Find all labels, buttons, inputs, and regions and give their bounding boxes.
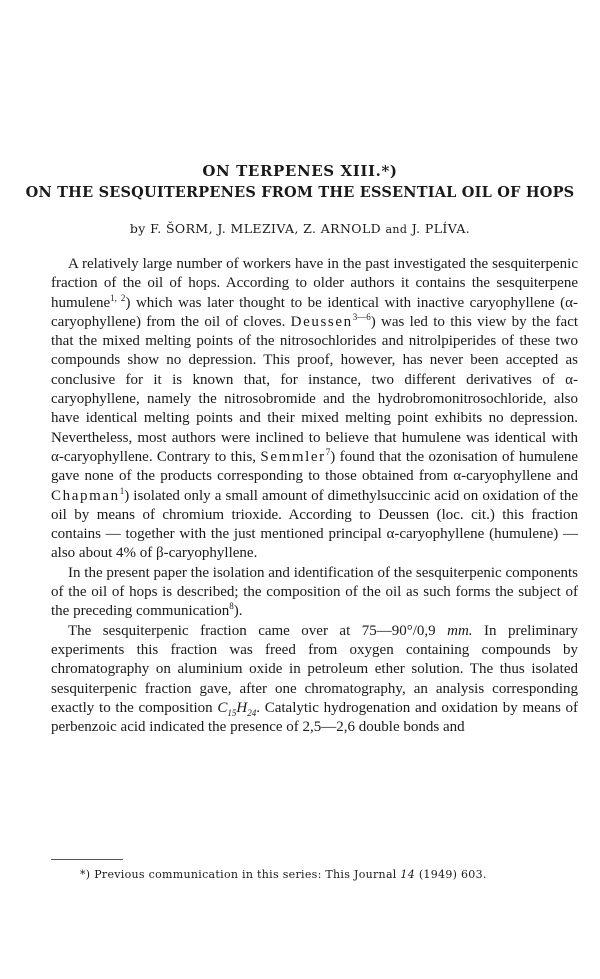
p1-text-4: ) found that the ozonisation of humulene gave none of the products corresponding to those obtained from α-caryophyllene and [51, 448, 579, 485]
p2-ref-1: 8 [229, 601, 234, 612]
footnote-marker: *) [80, 868, 91, 881]
byline-last-author: J. PLÍVA. [411, 221, 471, 236]
byline-authors: F. ŠORM, J. MLEZIVA, Z. ARNOLD [150, 221, 382, 236]
footnote-rest: (1949) 603. [418, 868, 487, 881]
formula-carbon-count: 15 [227, 707, 237, 718]
p3-unit: mm. [447, 622, 473, 639]
paper-title: ON THE SESQUITERPENES FROM THE ESSENTIAL OIL OF HOPS [25, 184, 575, 201]
p1-text-2: ) which was later thought to be identical with inactive caryophyllene (α-caryophyllene) from the oil of cloves. [51, 294, 579, 330]
p2-text-1: In the present paper the isolation and identification of the sesquiterpenic components of the oil of hops is described; the composition of the oil as such forms the subject of the preceding communication [51, 564, 578, 620]
p3-text-2: In preliminary experiments this fraction was freed from oxygen containing compounds by chromatography on aluminium oxide in petroleum ether solution. The thus isolated sesquiterpenic fraction gave, after one chromatography, an analysis corresponding exactly to the composition [51, 622, 578, 716]
p1-ref-2: 3—6 [352, 311, 371, 322]
paragraph-3 [51, 622, 578, 738]
p1-ref-3: 7 [325, 446, 331, 457]
p1-ref-4: 1 [119, 485, 125, 496]
formula-hydrogen-count: 24 [247, 707, 257, 718]
paragraph-1 [51, 255, 578, 564]
p3-text-1: The sesquiterpenic fraction came over at 75—90°/0,9 [68, 622, 436, 639]
p3-text-3: . Catalytic hydrogenation and oxidation by means of perbenzoic acid indicated the presence of 2,5—2,6 double bonds and [51, 699, 579, 736]
formula-carbon: C [217, 699, 228, 716]
footnote-rule [51, 859, 123, 860]
p2-text-2: ). [233, 603, 243, 620]
formula-hydrogen: H [236, 699, 248, 716]
p1-name-semmler: Semmler [260, 448, 326, 465]
byline-prefix: by [129, 221, 146, 236]
author-byline [0, 221, 600, 236]
p1-text-3: ) was led to this view by the fact that the mixed melting points of the nitrosochlorides and nitrolpiperides of these two compounds show no depression. This proof, however, has never been accepted as conclusive for it is known that, for instance, two different derivatives of α-caryophyllene, namely the nitrosobromide and the hydrobromonitrosochloride, also have identical melting points and their mixed melting point exhibits no depression. Nevertheless, most authors were inclined to believe that humulene was identical with α-caryophyllene. Contrary to this, [51, 313, 579, 465]
p1-name-deussen: Deussen [290, 313, 353, 330]
article-body [51, 255, 578, 737]
p1-ref-1: 1, 2 [110, 292, 126, 303]
footnote [80, 868, 580, 881]
byline-and: and [385, 223, 408, 236]
p1-text-1: A relatively large number of workers have in the past investigated the sesquiterpenic fraction of the oil of hops. According to older authors it contains the sesquiterpene humulene [51, 256, 578, 311]
paragraph-2 [51, 564, 578, 622]
title-block [0, 160, 600, 204]
footnote-volume: 14 [400, 868, 416, 881]
paper-title-series: ON TERPENES XIII.*) [202, 162, 398, 180]
p1-text-5: ) isolated only a small amount of dimethylsuccinic acid on oxidation of the oil by means of chromium trioxide. According to Deussen (loc. cit.) this fraction contains — together with the just mentioned principal α-caryophyllene (humulene) — also about 4% of β-caryophyllene. [51, 487, 578, 562]
footnote-text: Previous communication in this series: This Journal [94, 868, 397, 881]
p1-name-chapman: Chapman [51, 487, 120, 504]
